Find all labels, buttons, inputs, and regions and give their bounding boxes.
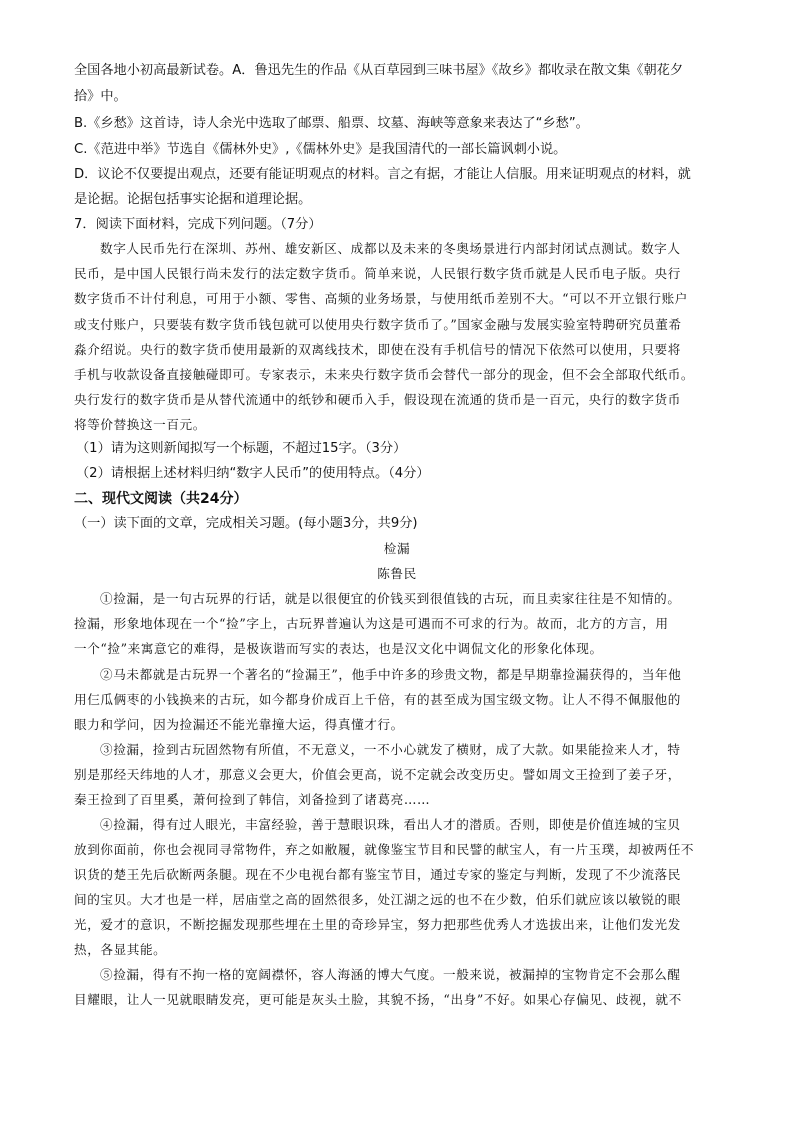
text-line: C.《范进中举》节选自《儒林外史》,《儒林外史》是我国清代的一部长篇讽刺小说。 (74, 142, 567, 157)
paragraph-line: 一个“捡”来寓意它的难得，是极诙谐而写实的表达，也是汉文化中调侃文化的形象化体现。 (74, 641, 603, 656)
paragraph-line: 目耀眼，让人一见就眼睛发亮，更可能是灰头土脸，其貌不扬，“出身”不好。如果心存偏见、歧视，就不 (74, 992, 682, 1007)
paragraph-line: 秦王捡到了百里奚，萧何捡到了韩信，刘备捡到了诸葛亮…… (74, 792, 431, 807)
section-heading: 二、现代文阅读（共24分） (74, 491, 248, 507)
paragraph-line: 热，各显其能。 (74, 942, 167, 957)
material-line: 数字人民币先行在深圳、苏州、雄安新区、成都以及未来的冬奥场景进行内部封闭试点测试。数字人 (100, 241, 681, 256)
text-line: D．议论不仅要提出观点，还要有能证明观点的材料。言之有据，才能让人信服。用来证明观点的材料，就 (74, 167, 691, 182)
text-line: 是论据。论据包括事实论据和道理论据。 (74, 192, 312, 207)
material-line: 民币，是中国人民银行尚未发行的法定数字货币。简单来说，人民银行数字货币就是人民币电子版。央行 (74, 266, 681, 281)
material-line: 手机与收款设备直接触碰即可。专家表示，未来央行数字货币会替代一部分的现金，但不会全部取代纸币。 (74, 367, 695, 382)
paragraph-line: 间的宝贝。大才也是一样，居庙堂之高的固然很多，处江湖之远的也不在少数，伯乐们就应该以敏锐的眼 (74, 892, 681, 907)
sub-question-1: （1）请为这则新闻拟写一个标题，不超过15字。（3分） (76, 441, 407, 456)
paragraph-line: 捡漏，形象地体现在一个“捡”字上，古玩界普遍认为这是可遇而不可求的行为。故而，北方的方言，用 (74, 616, 669, 631)
material-line: 或支付账户，只要装有数字货币钱包就可以使用央行数字货币了。”国家金融与发展实验室特聘研究员董希 (74, 317, 682, 332)
material-line: 淼介绍说。央行的数字货币使用最新的双离线技术，即使在没有手机信号的情况下依然可以使用，只要将 (74, 342, 681, 357)
paragraph-line: 光，爱才的意识，不断挖掘发现那些埋在土里的奇珍异宝，努力把那些优秀人才选拔出来，让他们发光发 (74, 917, 681, 932)
text-line: 拾》中。 (74, 89, 127, 104)
paragraph-line: 用仨瓜俩枣的小钱换来的古玩，如今都身价成百上千倍，有的甚至成为国宝级文物。让人不得不佩服他的 (74, 692, 681, 707)
paragraph-line: 放到你面前，你也会视同寻常物件，弃之如敝履，就像鉴宝节目和民譬的献宝人，有一片玉璞，却被两任不 (74, 842, 695, 857)
paragraph-line: ⑤捡漏，得有不拘一格的宽阔襟怀，容人海涵的博大气度。一般来说，被漏掉的宝物肯定不会那么醒 (100, 967, 681, 982)
material-line: 将等价替换这一百元。 (74, 417, 206, 432)
text-line: 全国各地小初高最新试卷。A．鲁迅先生的作品《从百草园到三味书屋》《故乡》都收录在散文集《朝花夕 (74, 63, 684, 78)
paragraph-line: ④捡漏，得有过人眼光，丰富经验，善于慧眼识珠，看出人才的潜质。否则，即使是价值连城的宝贝 (100, 817, 681, 832)
material-line: 央行发行的数字货币是从替代流通中的纸钞和硬币入手，假设现在流通的货币是一百元，央行的数字货币 (74, 392, 681, 407)
paragraph-line: ②马未都就是古玩界一个著名的“捡漏王”，他手中许多的珍贵文物，都是早期靠捡漏获得的，当年他 (100, 667, 682, 682)
text-line: B.《乡愁》这首诗，诗人余光中选取了邮票、船票、坟墓、海峡等意象来表达了“乡愁”。 (74, 116, 589, 131)
subsection-heading: （一）读下面的文章，完成相关习题。(每小题3分，共9分) (74, 516, 418, 531)
article-author: 陈鲁民 (377, 566, 417, 581)
article-title: 检漏 (383, 541, 411, 556)
paragraph-line: 眼力和学问，因为捡漏还不能光靠撞大运，得真懂才行。 (74, 717, 404, 732)
material-line: 数字货币不计付利息，可用于小额、零售、高频的业务场景，与使用纸币差别不大。“可以不开立银行账户 (74, 291, 688, 306)
sub-question-2: （2）请根据上述材料归纳“数字人民币”的使用特点。（4分） (76, 466, 430, 481)
paragraph-line: 别是那经天纬地的人才，那意义会更大，价值会更高，说不定就会改变历史。譬如周文王捡到了姜子牙， (74, 767, 681, 782)
paragraph-line: 识货的楚王先后砍断两条腿。现在不少电视台都有鉴宝节目，通过专家的鉴定与判断，发现了不少流落民 (74, 867, 681, 882)
question-7: 7．阅读下面材料，完成下列问题。（7分） (74, 217, 322, 232)
paragraph-line: ①捡漏，是一句古玩界的行话，就是以很便宜的价钱买到很值钱的古玩，而且卖家往往是不知情的。 (100, 591, 681, 606)
paragraph-line: ③捡漏，捡到古玩固然物有所值，不无意义，一不小心就发了横财，成了大款。如果能捡来人才，特 (100, 742, 681, 757)
